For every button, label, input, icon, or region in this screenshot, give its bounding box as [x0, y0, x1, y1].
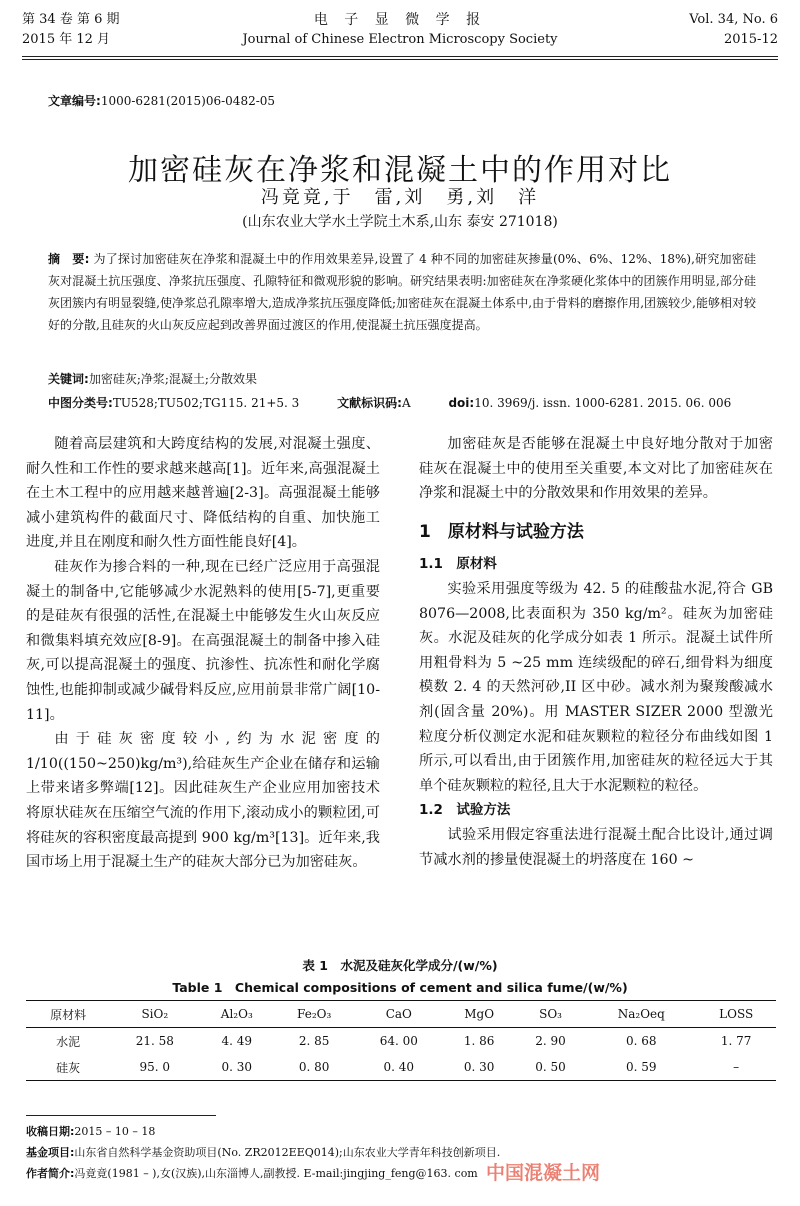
classification-line: [48, 394, 765, 411]
table-header-cell: Al₂O₃: [220, 1007, 253, 1021]
method-paragraph: 试验采用假定容重法进行混凝土配合比设计,通过调节减水剂的掺量使混凝土的坍落度在 160 ~: [419, 826, 773, 868]
table-cell: 0. 68: [626, 1034, 657, 1048]
header-volume: [22, 10, 119, 50]
table-header-cell: MgO: [464, 1007, 495, 1021]
abstract-label: 摘 要:: [48, 252, 90, 266]
table-header-cell: Na₂Oeq: [617, 1007, 665, 1021]
clc-label: 中图分类号:: [48, 396, 113, 410]
table-cell: 0. 30: [463, 1060, 495, 1074]
clc-value: TU528;TU502;TG115. 21+5. 3: [112, 396, 300, 410]
header-rule: [22, 56, 778, 57]
authors: 冯竟竟,于 雷,刘 勇,刘 洋: [260, 187, 540, 208]
table-header-cell: CaO: [385, 1007, 412, 1021]
table-cell: 2. 90: [535, 1034, 566, 1048]
footnote-rule: [26, 1115, 216, 1116]
table-cell: 2. 85: [298, 1034, 330, 1048]
section-heading-1: 1 原材料与试验方法: [419, 521, 584, 542]
section-heading-1-2: 1.2 试验方法: [419, 802, 511, 819]
keywords-label: 关键词:: [48, 372, 89, 386]
author-bio: 作者简介:冯竟竟(1981 – ),女(汉族),山东淄博人,副教授. E-mail:jingjing_feng@163. com: [26, 1167, 478, 1180]
page-title: 加密硅灰在净浆和混凝土中的作用对比: [128, 153, 672, 189]
header-date-cn: 2015 年 12 月: [22, 32, 111, 47]
table-caption-en: Table 1 Chemical compositions of cement and silica fume/(w/%): [172, 980, 628, 995]
fund-note: 基金项目:山东省自然科学基金资助项目(No. ZR2012EEQ014);山东农业大学青年科技创新项目.: [26, 1146, 501, 1159]
journal-name-en: Journal of Chinese Electron Microscopy Society: [242, 32, 558, 47]
table-cell: 21. 58: [135, 1034, 174, 1048]
keywords-text: 加密硅灰;净浆;混凝土;分散效果: [88, 372, 257, 386]
table-cell: 水泥: [56, 1034, 81, 1049]
intro-paragraph-1: 随着高层建筑和大跨度结构的发展,对混凝土强度、耐久性和工作性的要求越来越高[1]。近年来,高强混凝土在土木工程中的应用越来越普遍[2-3]。高强混凝土能够减小建筑构件的截面尺寸、降低结构的自重、加快施工进度,并且在刚度和耐久性方面性能良好[4]。: [26, 436, 380, 551]
table-cell: 1. 86: [463, 1034, 495, 1048]
table-cell: 0. 50: [535, 1060, 566, 1074]
table-cell: 0. 59: [626, 1060, 657, 1074]
article-no-label: 文章编号:: [48, 94, 101, 108]
doi-label: doi:: [448, 396, 475, 410]
table-cell: 64. 00: [379, 1034, 418, 1048]
table-cell: 硅灰: [56, 1060, 81, 1075]
table-row: [26, 1028, 776, 1055]
table-header-cell: 原材料: [50, 1007, 87, 1022]
keywords: [48, 370, 257, 387]
header-volume-en: [689, 10, 778, 50]
received-date: 收稿日期:2015 – 10 – 18: [26, 1125, 156, 1138]
table-header-cell: LOSS: [719, 1007, 754, 1021]
doc-code-label: 文献标识码:: [337, 396, 402, 410]
affiliation: (山东农业大学水土学院土木系,山东 泰安 271018): [242, 214, 558, 230]
header-vol-en: Vol. 34, No. 6: [689, 12, 778, 27]
article-no-value: 1000-6281(2015)06-0482-05: [100, 94, 276, 108]
header-date-en: 2015-12: [723, 32, 778, 47]
journal-name-cn: 电 子 显 微 学 报: [313, 12, 487, 28]
watermark: 中国混凝土网: [486, 1162, 601, 1184]
abstract: [48, 248, 756, 336]
header-journal: [200, 10, 600, 50]
table-cell: 0. 40: [383, 1060, 415, 1074]
table-row: [26, 1054, 776, 1081]
table-cell: 95. 0: [139, 1060, 171, 1074]
header-rule-2: [22, 59, 778, 60]
table-cell: –: [733, 1060, 740, 1074]
article-number: [48, 92, 275, 109]
table-header-cell: SO₃: [539, 1007, 562, 1021]
intro-paragraph-3: 由于硅灰密度较小,约为水泥密度的 1/10((150~250)kg/m³),给硅灰生产企业在储存和运输上带来诸多弊端[12]。因此硅灰生产企业应用加密技术将原状硅灰在压缩空气流的作用下,滚动成小的颗粒团,可将硅灰的容积密度最高提到 900 kg/m³[13]。近年来,我国市场上用于混凝土生产的硅灰大部分已为加密硅灰。: [26, 731, 380, 871]
intro-paragraph-4: 加密硅灰是否能够在混凝土中良好地分散对于加密硅灰在混凝土中的使用至关重要,本文对比了加密硅灰在净浆和混凝土中的分散效果和作用效果的差异。: [419, 436, 773, 502]
table-cell: 1. 77: [720, 1034, 752, 1048]
chemical-composition-table: [26, 1000, 776, 1081]
intro-paragraph-2: 硅灰作为掺合料的一种,现在已经广泛应用于高强混凝土的制备中,它能够减少水泥熟料的使用[5-7],更重要的是硅灰有很强的活性,在混凝土中能够发生火山灰反应和微集料填充效应[8-9]。在高强混凝土的制备中掺入硅灰,可以提高混凝土的强度、抗渗性、抗冻性和耐化学腐蚀性,也能抑制或减少碱骨料反应,应用前景非常广阔[10-11]。: [26, 558, 380, 723]
abstract-text: 为了探讨加密硅灰在净浆和混凝土中的作用效果差异,设置了 4 种不同的加密硅灰掺量(0%、6%、12%、18%),研究加密硅灰对混凝土抗压强度、净浆抗压强度、孔隙特征和微观形貌的影响。研究结果表明:加密硅灰在净浆硬化浆体中的团簇作用明显,部分硅灰团簇内有明显裂缝,使净浆总孔隙率增大,造成净浆抗压强度降低;加密硅灰在混凝土体系中,由于骨料的磨擦作用,团簇较少,能够相对较好的分散,且硅灰的火山灰反应起到改善界面过渡区的作用,使混凝土抗压强度提高。: [48, 252, 756, 332]
table-caption-cn: 表 1 水泥及硅灰化学成分/(w/%): [302, 958, 498, 973]
header-vol-cn: 第 34 卷 第 6 期: [22, 12, 120, 27]
table-cell: 0. 30: [221, 1060, 253, 1074]
table-header-cell: SiO₂: [141, 1007, 169, 1021]
doi-value: 10. 3969/j. issn. 1000-6281. 2015. 06. 006: [474, 396, 732, 410]
materials-paragraph: 实验采用强度等级为 42. 5 的硅酸盐水泥,符合 GB 8076—2008,比表面积为 350 kg/m²。硅灰为加密硅灰。水泥及硅灰的化学成分如表 1 所示。混凝土试件所用粗骨料为 5 ~25 mm 连续级配的碎石,细骨料为细度模数 2. 4 的天然河砂,II 区中砂。减水剂为聚羧酸减水剂(固含量 20%)。用 MASTER SIZER 2000 型激光粒度分析仪测定水泥和硅灰颗粒的粒径分布曲线如图 1 所示,可以看出,由于团簇作用,加密硅灰的粒径远大于其单个硅灰颗粒的粒径,且大于水泥颗粒的粒径。: [419, 580, 773, 794]
table-cell: 4. 49: [221, 1034, 253, 1048]
table-cell: 0. 80: [298, 1060, 330, 1074]
body-right-column: [419, 432, 773, 872]
section-heading-1-1: 1.1 原材料: [419, 556, 497, 573]
table-header-row: [26, 1001, 776, 1028]
doc-code-value: A: [401, 396, 411, 410]
body-left-column: [26, 432, 380, 875]
table-header-cell: Fe₂O₃: [297, 1007, 332, 1021]
